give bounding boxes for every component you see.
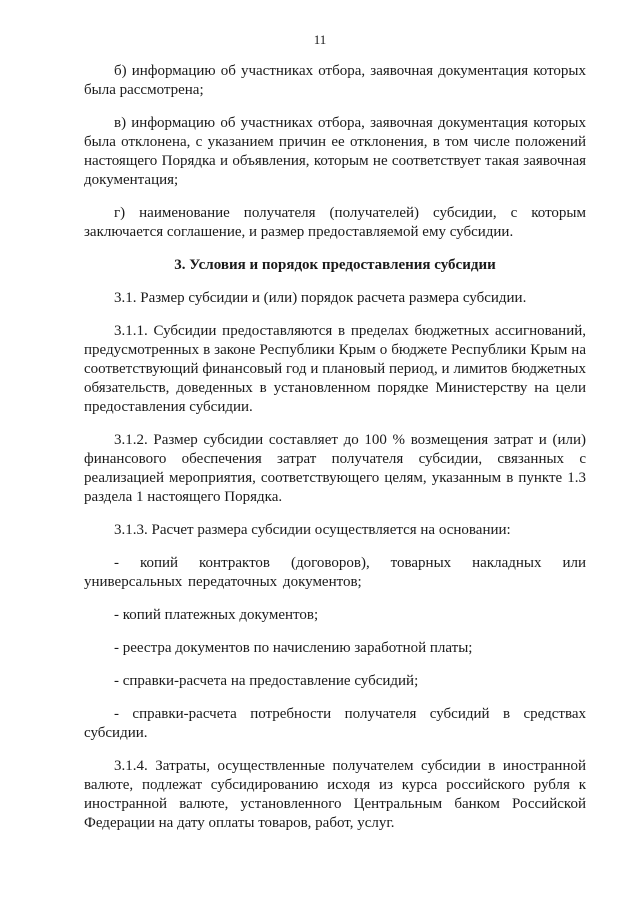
paragraph-b: б) информацию об участниках отбора, заявочная документация которых была рассмотрена; bbox=[84, 63, 586, 98]
paragraph-v: в) информацию об участниках отбора, заявочная документация которых была отклонена, с указанием причин ее отклонения, в том числе положений настоящего Порядка и объявления, которым не соответствует такая заявочная документация; bbox=[84, 115, 586, 188]
paragraph-3-1-2: 3.1.2. Размер субсидии составляет до 100 % возмещения затрат и (или) финансового обеспечения затрат получателя субсидии, связанных с реализацией мероприятия, соответствующего целям, указанным в пункте 1.3 раздела 1 настоящего Порядка. bbox=[84, 432, 586, 505]
paragraph-g: г) наименование получателя (получателей) субсидии, с которым заключается соглашение, и размер предоставляемой ему субсидии. bbox=[84, 205, 586, 240]
paragraph-3-1-1: 3.1.1. Субсидии предоставляются в пределах бюджетных ассигнований, предусмотренных в законе Республики Крым о бюджете Республики Крым на соответствующий финансовый год и плановый период, и лимитов бюджетных обязательств, доведенных в установленном порядке Министерству на цели предоставления субсидии. bbox=[84, 323, 586, 415]
section-heading: 3. Условия и порядок предоставления субсидии bbox=[174, 257, 496, 273]
list-item-needs-calculation: - справки-расчета потребности получателя субсидий в средствах субсидии. bbox=[84, 706, 586, 741]
document-body bbox=[84, 62, 586, 847]
list-item-contracts: - копий контрактов (договоров), товарных накладных или универсальных передаточных документов; bbox=[84, 555, 586, 590]
list-item-payroll: - реестра документов по начислению заработной платы; bbox=[114, 640, 473, 656]
page-number: 11 bbox=[313, 32, 327, 47]
paragraph-3-1: 3.1. Размер субсидии и (или) порядок расчета размера субсидии. bbox=[114, 290, 527, 306]
paragraph-3-1-4: 3.1.4. Затраты, осуществленные получателем субсидии в иностранной валюте, подлежат субсидированию исходя из курса российского рубля к иностранной валюте, установленного Центральным банком Российской Федерации на дату оплаты товаров, работ, услуг. bbox=[84, 758, 586, 831]
list-item-payments: - копий платежных документов; bbox=[114, 607, 319, 623]
list-item-calculation: - справки-расчета на предоставление субсидий; bbox=[114, 673, 419, 689]
paragraph-3-1-3: 3.1.3. Расчет размера субсидии осуществляется на основании: bbox=[114, 522, 511, 538]
